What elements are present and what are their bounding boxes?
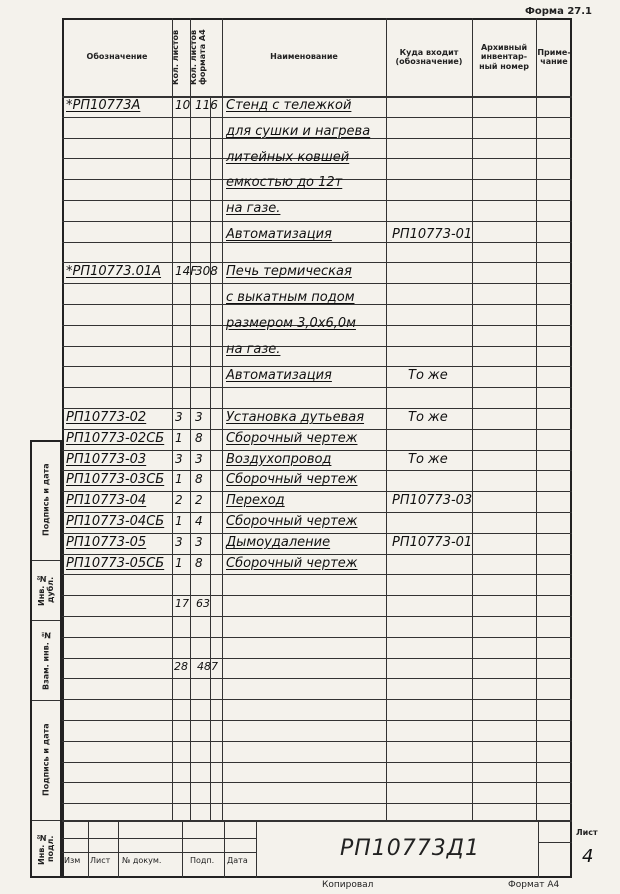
footer-list: Лист bbox=[90, 856, 111, 865]
entry-name-line: литейных ковшей bbox=[226, 149, 350, 165]
row-line bbox=[62, 720, 572, 721]
header-included-in: Куда входит (обозначение) bbox=[395, 47, 463, 66]
row-line bbox=[62, 117, 572, 118]
entry-name-line: Установка дутьевая bbox=[226, 410, 365, 425]
footer-divider bbox=[118, 820, 119, 878]
grand-a4: 487 bbox=[197, 659, 218, 673]
entry-sheets: 3 bbox=[175, 410, 183, 424]
entry-a4: 308 bbox=[195, 264, 218, 279]
row-line bbox=[62, 450, 572, 451]
row-line bbox=[62, 408, 572, 409]
entry-included-in: То же bbox=[408, 451, 448, 467]
entry-a4: 8 bbox=[195, 472, 203, 487]
entry-name-line: Воздухопровод bbox=[226, 451, 332, 467]
row-line bbox=[62, 470, 572, 471]
sheet-label: Лист bbox=[576, 828, 598, 837]
document-id: РП10773Д1 bbox=[340, 836, 480, 861]
footer-line bbox=[62, 838, 256, 839]
entry-name-line: размером 3,0х6,0м bbox=[226, 315, 356, 331]
entry-name-line: на газе. bbox=[226, 201, 281, 217]
entry-a4: 3 bbox=[195, 410, 203, 424]
row-line bbox=[62, 200, 572, 201]
entry-designation: *РП10773.01А bbox=[66, 264, 162, 280]
row-line bbox=[62, 346, 572, 347]
entry-name-line: Переход bbox=[226, 493, 285, 509]
form-label: Форма 27.1 bbox=[524, 6, 592, 17]
entry-sheets: 3 bbox=[175, 534, 183, 549]
entry-name-line: Дымоудаление bbox=[226, 534, 331, 550]
footer-izm: Изм bbox=[64, 856, 81, 865]
row-line bbox=[62, 491, 572, 492]
entry-name-line: Автоматизация bbox=[226, 226, 332, 242]
header-note: Приме- чание bbox=[537, 47, 571, 66]
entry-sheets: 10 bbox=[175, 98, 191, 112]
row-line bbox=[62, 429, 572, 430]
entry-included-in: РП10773-01 bbox=[392, 534, 473, 550]
entry-name-line: Печь термическая bbox=[226, 264, 352, 280]
entry-name-line: Сборочный чертеж bbox=[226, 430, 358, 446]
sheet-number: 4 bbox=[582, 846, 594, 867]
footer-line bbox=[62, 852, 256, 853]
entry-designation: РП10773-04СБ bbox=[66, 514, 165, 529]
entry-included-in: То же bbox=[408, 367, 448, 383]
entry-a4: 4 bbox=[195, 514, 203, 528]
entry-sheets: 1 bbox=[175, 430, 183, 445]
entry-included-in: То же bbox=[408, 410, 448, 425]
entry-designation: РП10773-02СБ bbox=[66, 430, 165, 446]
row-line bbox=[62, 512, 572, 513]
format-label: Формат А4 bbox=[508, 880, 560, 890]
entry-name-line: Сборочный чертеж bbox=[226, 514, 358, 529]
entry-sheets: 1 bbox=[175, 555, 183, 570]
footer-divider bbox=[224, 820, 225, 878]
entry-designation: РП10773-05СБ bbox=[66, 555, 165, 571]
row-line bbox=[62, 283, 572, 284]
side-sign-date-1: Подпись и дата bbox=[41, 463, 51, 537]
entry-name-line: для сушки и нагрева bbox=[226, 123, 371, 139]
side-sign-date-2: Подпись и дата bbox=[41, 723, 51, 797]
entry-designation: РП10773-04 bbox=[66, 493, 147, 509]
entry-sheets: 1 bbox=[175, 472, 183, 487]
header-a4-count: Кол. листов формата А4 bbox=[189, 29, 207, 85]
row-line bbox=[62, 741, 572, 742]
entry-a4: 2 bbox=[195, 493, 203, 508]
entry-included-in: РП10773-03 bbox=[392, 493, 473, 509]
header-archive-no: Архивный инвентар- ный номер bbox=[479, 43, 529, 71]
entry-a4: 3 bbox=[195, 451, 203, 466]
entry-sheets: 1 bbox=[175, 514, 183, 528]
row-line bbox=[62, 782, 572, 783]
footer-sign: Подп. bbox=[190, 856, 215, 865]
row-line bbox=[62, 574, 572, 575]
footer-divider bbox=[182, 820, 183, 878]
entry-included-in: РП10773-01 bbox=[392, 226, 473, 242]
row-line bbox=[62, 637, 572, 638]
row-line bbox=[62, 762, 572, 763]
entry-designation: РП10773-03СБ bbox=[66, 472, 165, 488]
row-line bbox=[62, 533, 572, 534]
side-replace-inv: Взам. инв. № bbox=[41, 630, 51, 690]
column-divider bbox=[210, 96, 211, 820]
entry-a4: 116 bbox=[195, 98, 218, 112]
side-dup-inv: Инв. № дубл. bbox=[37, 573, 55, 607]
header-sheet-count: Кол. листов bbox=[171, 29, 180, 85]
entry-name-line: Стенд с тележкой bbox=[226, 98, 352, 113]
grand-sheets: 28 bbox=[174, 659, 188, 673]
entry-designation: РП10773-03 bbox=[66, 451, 147, 467]
footer-divider bbox=[88, 820, 89, 878]
row-line bbox=[62, 803, 572, 804]
entry-name-line: с выкатным подом bbox=[226, 290, 355, 306]
entry-sheets: 3 bbox=[175, 451, 183, 466]
row-line bbox=[62, 658, 572, 659]
entry-name-line: емкостью до 12т bbox=[226, 175, 343, 191]
table-frame bbox=[62, 18, 572, 878]
entry-designation: РП10773-05 bbox=[66, 534, 147, 550]
body-bottom-line bbox=[62, 820, 572, 822]
sheet-box-divider bbox=[538, 820, 539, 878]
row-line bbox=[62, 678, 572, 679]
side-orig-inv: Инв. № подл. bbox=[37, 832, 55, 866]
row-line bbox=[62, 699, 572, 700]
entry-name-line: на газе. bbox=[226, 341, 281, 357]
entry-a4: 3 bbox=[195, 534, 203, 549]
row-line bbox=[62, 595, 572, 596]
subtotal-a4: 63 bbox=[196, 597, 210, 611]
footer-date: Дата bbox=[227, 856, 248, 865]
entry-designation: *РП10773А bbox=[66, 98, 141, 113]
row-line bbox=[62, 616, 572, 617]
entry-name-line: Сборочный чертеж bbox=[226, 555, 358, 571]
entry-name-line: Сборочный чертеж bbox=[226, 472, 358, 488]
subtotal-sheets: 17 bbox=[175, 597, 189, 611]
header-name: Наименование bbox=[270, 52, 338, 62]
entry-a4: 8 bbox=[195, 430, 203, 445]
entry-sheets: 14F bbox=[175, 264, 198, 279]
footer-divider bbox=[256, 820, 257, 878]
row-line bbox=[62, 262, 572, 263]
entry-designation: РП10773-02 bbox=[66, 410, 147, 425]
header-designation: Обозначение bbox=[86, 52, 148, 62]
row-line bbox=[62, 387, 572, 388]
footer-doc-no: № докум. bbox=[122, 856, 162, 865]
sheet-box-line bbox=[538, 842, 572, 843]
entry-name-line: Автоматизация bbox=[226, 367, 332, 383]
entry-sheets: 2 bbox=[175, 493, 183, 508]
row-line bbox=[62, 221, 572, 222]
row-line bbox=[62, 554, 572, 555]
copied-label: Копировал bbox=[322, 880, 374, 890]
entry-a4: 8 bbox=[195, 555, 203, 570]
